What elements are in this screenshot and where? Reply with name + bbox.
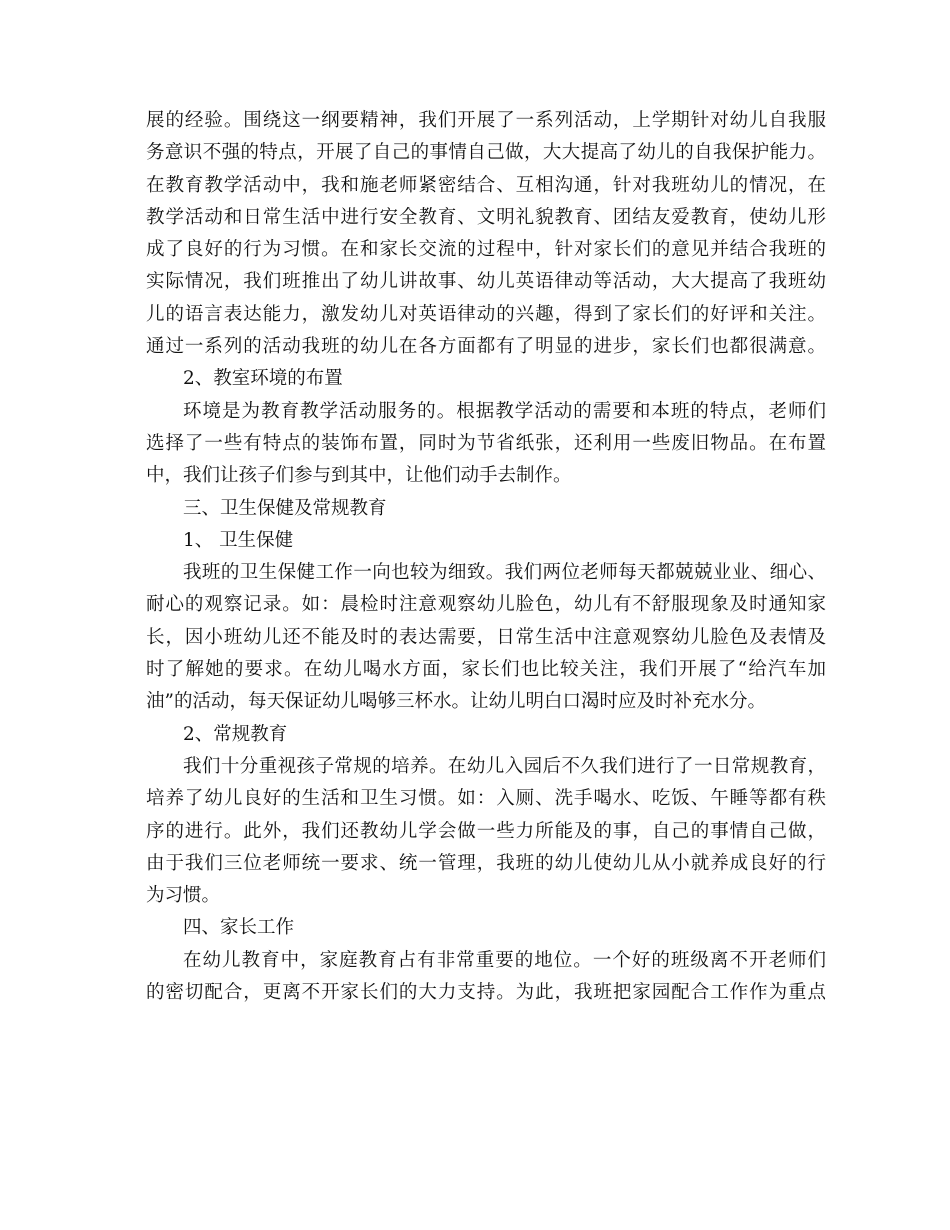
text-line: 2、教室环境的布置 — [183, 368, 343, 390]
text-line: 序的进行。此外，我们还教幼儿学会做一些力所能及的事，自己的事情自己做， — [146, 820, 826, 842]
text-line: 儿的语言表达能力，激发幼儿对英语律动的兴趣，得到了家长们的好评和关注。 — [146, 303, 826, 325]
text-line: 耐心的观察记录。如：晨检时注意观察幼儿脸色，幼儿有不舒服现象及时通知家 — [146, 594, 826, 616]
text-line: 实际情况，我们班推出了幼儿讲故事、幼儿英语律动等活动，大大提高了我班幼 — [146, 271, 826, 293]
text-line: 四、家长工作 — [183, 917, 295, 939]
document-body — [146, 105, 826, 1009]
text-line: 长，因小班幼儿还不能及时的表达需要，日常生活中注意观察幼儿脸色及表情及 — [146, 626, 826, 648]
text-line: 教学活动和日常生活中进行安全教育、文明礼貌教育、团结友爱教育，使幼儿形 — [146, 206, 826, 228]
text-line: 培养了幼儿良好的生活和卫生习惯。如：入厕、洗手喝水、吃饭、午睡等都有秩 — [146, 788, 826, 810]
text-line: 为习惯。 — [146, 885, 221, 907]
text-line: 由于我们三位老师统一要求、统一管理，我班的幼儿使幼儿从小就养成良好的行 — [146, 852, 826, 874]
text-line: 的密切配合，更离不开家长们的大力支持。为此，我班把家园配合工作作为重点 — [146, 982, 826, 1004]
text-line: 通过一系列的活动我班的幼儿在各方面都有了明显的进步，家长们也都很满意。 — [146, 336, 826, 358]
text-line: 务意识不强的特点，开展了自己的事情自己做，大大提高了幼儿的自我保护能力。 — [146, 142, 826, 164]
text-line: 1、 卫生保健 — [183, 529, 294, 551]
text-line: 我班的卫生保健工作一向也较为细致。我们两位老师每天都兢兢业业、细心、 — [183, 562, 826, 584]
text-line: 时了解她的要求。在幼儿喝水方面，家长们也比较关注，我们开展了“给汽车加 — [146, 659, 826, 681]
text-line: 油”的活动，每天保证幼儿喝够三杯水。让幼儿明白口渴时应及时补充水分。 — [146, 691, 766, 713]
text-line: 我们十分重视孩子常规的培养。在幼儿入园后不久我们进行了一日常规教育， — [183, 755, 826, 777]
text-line: 在教育教学活动中，我和施老师紧密结合、互相沟通，针对我班幼儿的情况，在 — [146, 174, 826, 196]
text-line: 展的经验。围绕这一纲要精神，我们开展了一系列活动，上学期针对幼儿自我服 — [146, 110, 826, 131]
text-line: 环境是为教育教学活动服务的。根据教学活动的需要和本班的特点，老师们 — [183, 400, 826, 422]
text-line: 选择了一些有特点的装饰布置，同时为节省纸张，还利用一些废旧物品。在布置 — [146, 432, 826, 454]
text-line: 三、卫生保健及常规教育 — [183, 497, 387, 519]
text-line: 中，我们让孩子们参与到其中，让他们动手去制作。 — [146, 465, 572, 487]
text-line: 成了良好的行为习惯。在和家长交流的过程中，针对家长们的意见并结合我班的 — [146, 239, 826, 261]
text-line: 在幼儿教育中，家庭教育占有非常重要的地位。一个好的班级离不开老师们 — [183, 949, 826, 971]
text-line: 2、常规教育 — [183, 723, 288, 745]
